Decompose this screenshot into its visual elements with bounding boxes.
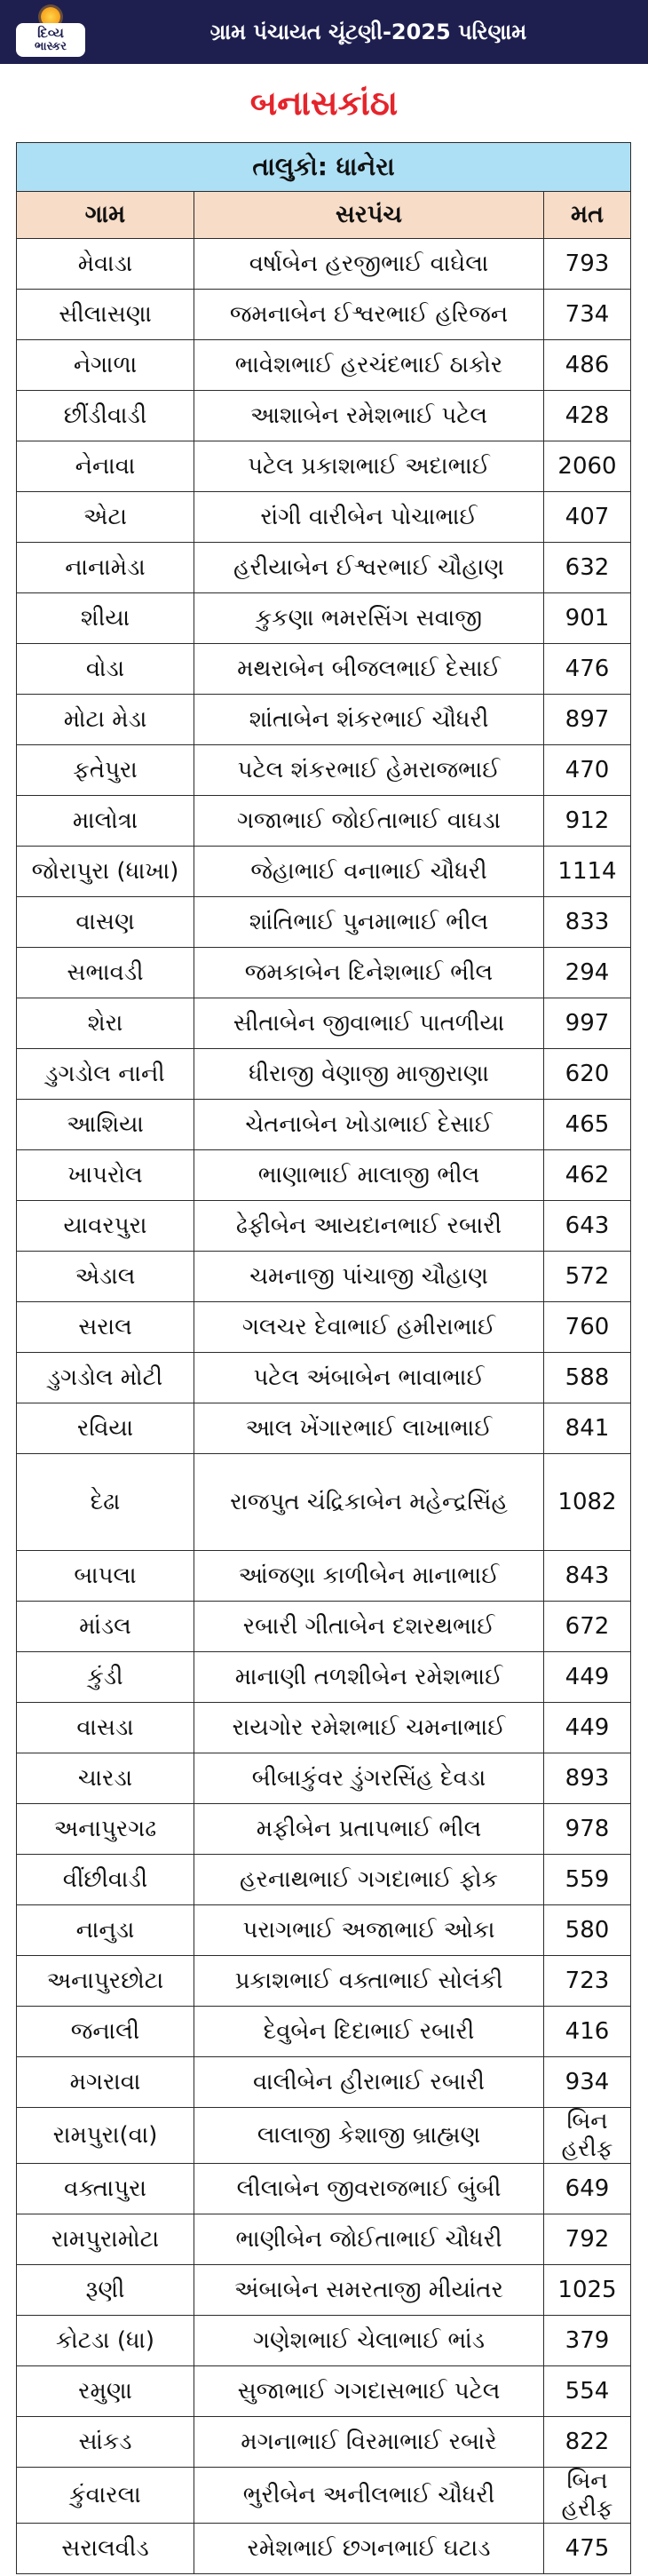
sarpanch-cell: આંજણા કાળીબેન માનાભાઈ <box>194 1551 544 1602</box>
votes-cell: 462 <box>544 1150 631 1201</box>
votes-cell: 893 <box>544 1753 631 1804</box>
village-cell: સરાલ <box>17 1302 194 1353</box>
sarpanch-cell: જમકાબેન દિનેશભાઈ ભીલ <box>194 948 544 998</box>
sarpanch-cell: ચેતનાબેન ખોડાભાઈ દેસાઈ <box>194 1100 544 1150</box>
votes-cell: બિન હરીફ <box>544 2468 631 2524</box>
village-cell: રવિયા <box>17 1403 194 1454</box>
votes-cell: 901 <box>544 593 631 644</box>
sarpanch-cell: મફીબેન પ્રતાપભાઈ ભીલ <box>194 1804 544 1855</box>
votes-cell: 1025 <box>544 2265 631 2316</box>
votes-cell: 449 <box>544 1703 631 1753</box>
votes-cell: 580 <box>544 1905 631 1956</box>
votes-cell: 428 <box>544 391 631 441</box>
village-cell: સરાલવીડ <box>17 2524 194 2574</box>
village-cell: નેગાળા <box>17 340 194 391</box>
votes-cell: 649 <box>544 2164 631 2214</box>
table-row <box>17 695 631 745</box>
sarpanch-cell: પટેલ શંકરભાઈ હેમરાજભાઈ <box>194 745 544 796</box>
sarpanch-cell: સુજાભાઈ ગગદાસભાઈ પટેલ <box>194 2366 544 2417</box>
table-row <box>17 1753 631 1804</box>
column-header-row <box>17 192 631 239</box>
table-row <box>17 2366 631 2417</box>
village-cell: રૂણી <box>17 2265 194 2316</box>
sarpanch-cell: શાંતાબેન શંકરભાઈ ચૌધરી <box>194 695 544 745</box>
village-cell: સીલાસણા <box>17 290 194 340</box>
votes-cell: 486 <box>544 340 631 391</box>
table-row <box>17 1905 631 1956</box>
table-row <box>17 847 631 897</box>
table-row <box>17 1403 631 1454</box>
sarpanch-cell: રબારી ગીતાબેન દશરથભાઈ <box>194 1602 544 1652</box>
village-cell: કોટડા (ધા) <box>17 2316 194 2366</box>
votes-cell: 723 <box>544 1956 631 2007</box>
table-row <box>17 2468 631 2524</box>
votes-cell: 559 <box>544 1855 631 1905</box>
sarpanch-cell: લાલાજી કેશાજી બ્રાહ્મણ <box>194 2108 544 2164</box>
village-cell: વાસણ <box>17 897 194 948</box>
votes-cell: 760 <box>544 1302 631 1353</box>
table-row <box>17 2007 631 2057</box>
sarpanch-cell: રમેશભાઈ છગનભાઈ ઘટાડ <box>194 2524 544 2574</box>
sarpanch-cell: ધીરાજી વેણાજી માજીરાણા <box>194 1049 544 1100</box>
votes-cell: 379 <box>544 2316 631 2366</box>
sarpanch-cell: પ્રકાશભાઈ વક્તાભાઈ સોલંકી <box>194 1956 544 2007</box>
table-row <box>17 644 631 695</box>
sarpanch-cell: વાલીબેન હીરાભાઈ રબારી <box>194 2057 544 2108</box>
table-row <box>17 745 631 796</box>
table-row <box>17 391 631 441</box>
votes-cell: 294 <box>544 948 631 998</box>
village-cell: આશિયા <box>17 1100 194 1150</box>
sarpanch-cell: ગલચર દેવાભાઈ હમીરાભાઈ <box>194 1302 544 1353</box>
sarpanch-cell: આલ ખેંગારભાઈ લાખાભાઈ <box>194 1403 544 1454</box>
votes-cell: 475 <box>544 2524 631 2574</box>
village-cell: ફતેપુરા <box>17 745 194 796</box>
village-cell: રામપુરા(વા) <box>17 2108 194 2164</box>
table-row <box>17 1049 631 1100</box>
logo-wordmark <box>16 23 85 57</box>
table-row <box>17 1353 631 1403</box>
votes-cell: 934 <box>544 2057 631 2108</box>
village-cell: અનાપુરગઢ <box>17 1804 194 1855</box>
sarpanch-cell: રાજપુત ચંદ્રિકાબેન મહેન્દ્રસિંહ <box>194 1454 544 1551</box>
votes-cell: 1114 <box>544 847 631 897</box>
village-cell: ખાપરોલ <box>17 1150 194 1201</box>
table-row <box>17 1551 631 1602</box>
village-cell: ચારડા <box>17 1753 194 1804</box>
table-row <box>17 2164 631 2214</box>
table-row <box>17 2417 631 2468</box>
table-row <box>17 2524 631 2574</box>
sarpanch-cell: ચમનાજી પાંચાજી ચૌહાણ <box>194 1252 544 1302</box>
sarpanch-cell: શાંતિભાઈ પુનમાભાઈ ભીલ <box>194 897 544 948</box>
table-row <box>17 2265 631 2316</box>
sarpanch-cell: વર્ષાબેન હરજીભાઈ વાઘેલા <box>194 239 544 290</box>
column-header-sarpanch: સરપંચ <box>194 192 544 239</box>
sarpanch-cell: કુકણા ભમરસિંગ સવાજી <box>194 593 544 644</box>
village-cell: વક્તાપુરા <box>17 2164 194 2214</box>
table-row <box>17 796 631 847</box>
sarpanch-cell: ભુરીબેન અનીલભાઈ ચૌધરી <box>194 2468 544 2524</box>
table-row <box>17 1454 631 1551</box>
table-row <box>17 2057 631 2108</box>
sarpanch-cell: પટેલ અંબાબેન ભાવાભાઈ <box>194 1353 544 1403</box>
table-row <box>17 340 631 391</box>
votes-cell: 2060 <box>544 441 631 492</box>
village-cell: જોરાપુરા (ધાખા) <box>17 847 194 897</box>
votes-cell: 843 <box>544 1551 631 1602</box>
divya-bhaskar-logo <box>11 7 91 59</box>
table-row <box>17 1956 631 2007</box>
table-row <box>17 1804 631 1855</box>
votes-cell: બિન હરીફ <box>544 2108 631 2164</box>
sarpanch-cell: પટેલ પ્રકાશભાઈ અદાભાઈ <box>194 441 544 492</box>
village-cell: મેવાડા <box>17 239 194 290</box>
table-row <box>17 543 631 593</box>
votes-cell: 407 <box>544 492 631 543</box>
village-cell: મોટા મેડા <box>17 695 194 745</box>
votes-cell: 476 <box>544 644 631 695</box>
sarpanch-cell: મગનાભાઈ વિરમાભાઈ રબારે <box>194 2417 544 2468</box>
table-row <box>17 1652 631 1703</box>
votes-cell: 465 <box>544 1100 631 1150</box>
sarpanch-cell: મથરાબેન બીજલભાઈ દેસાઈ <box>194 644 544 695</box>
sarpanch-cell: હરીયાબેન ઈશ્વરભાઈ ચૌહાણ <box>194 543 544 593</box>
votes-cell: 620 <box>544 1049 631 1100</box>
village-cell: જનાલી <box>17 2007 194 2057</box>
column-header-village: ગામ <box>17 192 194 239</box>
votes-cell: 792 <box>544 2214 631 2265</box>
table-row <box>17 492 631 543</box>
votes-cell: 554 <box>544 2366 631 2417</box>
votes-cell: 997 <box>544 998 631 1049</box>
sarpanch-cell: રાંગી વારીબેન પોચાભાઈ <box>194 492 544 543</box>
sarpanch-cell: ભાણીબેન જોઈતાભાઈ ચૌધરી <box>194 2214 544 2265</box>
village-cell: શેરા <box>17 998 194 1049</box>
sarpanch-cell: પરાગભાઈ અજાભાઈ ઓકા <box>194 1905 544 1956</box>
village-cell: કુંડી <box>17 1652 194 1703</box>
sarpanch-cell: જેહાભાઈ વનાભાઈ ચૌધરી <box>194 847 544 897</box>
votes-cell: 897 <box>544 695 631 745</box>
results-body <box>17 239 631 2574</box>
sarpanch-cell: અંબાબેન સમરતાજી મીયાંતર <box>194 2265 544 2316</box>
votes-cell: 572 <box>544 1252 631 1302</box>
votes-cell: 632 <box>544 543 631 593</box>
column-header-votes: મત <box>544 192 631 239</box>
votes-cell: 672 <box>544 1602 631 1652</box>
village-cell: રમુણા <box>17 2366 194 2417</box>
votes-cell: 734 <box>544 290 631 340</box>
village-cell: એડાલ <box>17 1252 194 1302</box>
table-row <box>17 239 631 290</box>
village-cell: એટા <box>17 492 194 543</box>
table-row <box>17 441 631 492</box>
table-row <box>17 2214 631 2265</box>
sarpanch-cell: સીતાબેન જીવાભાઈ પાતળીયા <box>194 998 544 1049</box>
votes-cell: 416 <box>544 2007 631 2057</box>
sarpanch-cell: જમનાબેન ઈશ્વરભાઈ હરિજન <box>194 290 544 340</box>
sarpanch-cell: ગજાભાઈ જોઈતાભાઈ વાઘડા <box>194 796 544 847</box>
votes-cell: 978 <box>544 1804 631 1855</box>
sarpanch-cell: રાયગોર રમેશભાઈ ચમનાભાઈ <box>194 1703 544 1753</box>
village-cell: નાનામેડા <box>17 543 194 593</box>
taluka-label: તાલુકો: ધાનેરા <box>17 143 631 192</box>
village-cell: યાવરપુરા <box>17 1201 194 1252</box>
votes-cell: 822 <box>544 2417 631 2468</box>
village-cell: મગરાવા <box>17 2057 194 2108</box>
village-cell: બાપલા <box>17 1551 194 1602</box>
sarpanch-cell: ઢેફીબેન આયદાનભાઈ રબારી <box>194 1201 544 1252</box>
village-cell: નેનાવા <box>17 441 194 492</box>
village-cell: છીંડીવાડી <box>17 391 194 441</box>
sarpanch-cell: ગણેશભાઈ ચેલાભાઈ ભાંડ <box>194 2316 544 2366</box>
table-row <box>17 1201 631 1252</box>
table-row <box>17 2108 631 2164</box>
sarpanch-cell: દેવુબેન દિદાભાઈ રબારી <box>194 2007 544 2057</box>
logo-line-2: ભાસ્કર <box>35 40 67 54</box>
village-cell: માલોત્રા <box>17 796 194 847</box>
sarpanch-cell: ભાવેશભાઈ હરચંદભાઈ ઠાકોર <box>194 340 544 391</box>
table-row <box>17 1703 631 1753</box>
sarpanch-cell: ભાણાભાઈ માલાજી ભીલ <box>194 1150 544 1201</box>
votes-cell: 841 <box>544 1403 631 1454</box>
table-row <box>17 1302 631 1353</box>
table-row <box>17 1855 631 1905</box>
table-row <box>17 1252 631 1302</box>
village-cell: કુંવારલા <box>17 2468 194 2524</box>
table-row <box>17 2316 631 2366</box>
district-title: બનાસકાંઠા <box>249 83 399 123</box>
sarpanch-cell: માનાણી તળશીબેન રમેશભાઈ <box>194 1652 544 1703</box>
village-cell: દેઢા <box>17 1454 194 1551</box>
votes-cell: 449 <box>544 1652 631 1703</box>
village-cell: ડુગડોલ મોટી <box>17 1353 194 1403</box>
table-row <box>17 1150 631 1201</box>
village-cell: શીયા <box>17 593 194 644</box>
village-cell: અનાપુરછોટા <box>17 1956 194 2007</box>
table-row <box>17 998 631 1049</box>
sarpanch-cell: હરનાથભાઈ ગગદાભાઈ ફોક <box>194 1855 544 1905</box>
village-cell: સાંકડ <box>17 2417 194 2468</box>
header-title: ગ્રામ પંચાયત ચૂંટણી-2025 પરિણામ <box>209 20 527 44</box>
table-row <box>17 1602 631 1652</box>
village-cell: રામપુરામોટા <box>17 2214 194 2265</box>
table-row <box>17 1100 631 1150</box>
village-cell: વોડા <box>17 644 194 695</box>
page-header <box>0 0 648 64</box>
votes-cell: 793 <box>544 239 631 290</box>
village-cell: સભાવડી <box>17 948 194 998</box>
votes-cell: 1082 <box>544 1454 631 1551</box>
table-row <box>17 948 631 998</box>
table-row <box>17 593 631 644</box>
village-cell: ડુગડોલ નાની <box>17 1049 194 1100</box>
sarpanch-cell: બીબાકુંવર ડુંગરસિંહ દેવડા <box>194 1753 544 1804</box>
table-row <box>17 290 631 340</box>
sarpanch-cell: લીલાબેન જીવરાજભાઈ બુંબી <box>194 2164 544 2214</box>
sarpanch-cell: આશાબેન રમેશભાઈ પટેલ <box>194 391 544 441</box>
village-cell: વાસડા <box>17 1703 194 1753</box>
logo-line-1: દિવ્ય <box>37 25 64 42</box>
votes-cell: 833 <box>544 897 631 948</box>
village-cell: નાનુડા <box>17 1905 194 1956</box>
village-cell: માંડલ <box>17 1602 194 1652</box>
table-row <box>17 897 631 948</box>
village-cell: વીંછીવાડી <box>17 1855 194 1905</box>
taluka-row <box>17 143 631 192</box>
votes-cell: 470 <box>544 745 631 796</box>
votes-cell: 912 <box>544 796 631 847</box>
results-table <box>16 142 631 2574</box>
votes-cell: 643 <box>544 1201 631 1252</box>
votes-cell: 588 <box>544 1353 631 1403</box>
